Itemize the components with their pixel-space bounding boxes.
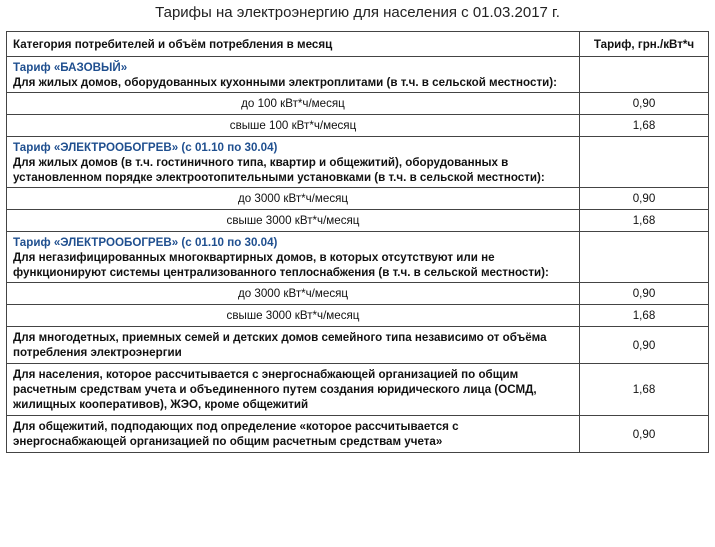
empty-cell (580, 232, 709, 283)
table-row (7, 188, 709, 210)
table-row (7, 305, 709, 327)
table-row (7, 210, 709, 232)
special-category-label: Для многодетных, приемных семей и детских домов семейного типа независимо от объёма потребления электроэнергии (7, 327, 580, 364)
tariff-description: Для жилых домов (в т.ч. гостиничного типа, квартир и общежитий), оборудованных в установленном порядке электроотопительными установками (в т.ч. в сельской местности): (13, 156, 545, 184)
tariff-group-row (7, 137, 709, 188)
table-row (7, 283, 709, 305)
tariff-name: Тариф «ЭЛЕКТРООБОГРЕВ» (с 01.10 по 30.04) (13, 236, 278, 249)
tariff-group-cell (7, 137, 580, 188)
tariff-group-row (7, 57, 709, 93)
tariff-value: 0,90 (580, 283, 709, 305)
consumption-label: до 3000 кВт*ч/месяц (7, 283, 580, 305)
table-row (7, 416, 709, 453)
consumption-label: свыше 3000 кВт*ч/месяц (7, 210, 580, 232)
tariff-table (6, 31, 709, 453)
table-row (7, 327, 709, 364)
special-category-label: Для общежитий, подподающих под определение «которое рассчитывается с энергоснабжающей организацией по общим расчетным средствам учета» (7, 416, 580, 453)
tariff-group-row (7, 232, 709, 283)
table-row (7, 364, 709, 416)
tariff-description: Для негазифицированных многоквартирных домов, в которых отсутствуют или не функционируют системы централизованного теплоснабжения (в т.ч. в сельской местности): (13, 251, 549, 279)
tariff-value: 0,90 (580, 416, 709, 453)
tariff-group-cell (7, 232, 580, 283)
tariff-name: Тариф «ЭЛЕКТРООБОГРЕВ» (с 01.10 по 30.04) (13, 141, 278, 154)
tariff-value: 1,68 (580, 115, 709, 137)
table-row (7, 93, 709, 115)
page-title: Тарифы на электроэнергию для населения с 01.03.2017 г. (155, 4, 560, 21)
tariff-value: 1,68 (580, 210, 709, 232)
table-row (7, 115, 709, 137)
special-category-label: Для населения, которое рассчитывается с энергоснабжающей организацией по общим расчетным средствам учета и объединенного путем создания юридического лица (ОСМД, жилищных кооперативов), ЖЭО, кроме общежитий (7, 364, 580, 416)
tariff-description: Для жилых домов, оборудованных кухонными электроплитами (в т.ч. в сельской местности): (13, 76, 557, 89)
consumption-label: свыше 100 кВт*ч/месяц (7, 115, 580, 137)
header-category: Категория потребителей и объём потребления в месяц (7, 32, 580, 57)
header-tariff: Тариф, грн./кВт*ч (580, 32, 709, 57)
consumption-label: свыше 3000 кВт*ч/месяц (7, 305, 580, 327)
table-header-row (7, 32, 709, 57)
tariff-value: 0,90 (580, 93, 709, 115)
empty-cell (580, 137, 709, 188)
tariff-value: 1,68 (580, 305, 709, 327)
tariff-value: 0,90 (580, 327, 709, 364)
tariff-group-cell (7, 57, 580, 93)
tariff-value: 0,90 (580, 188, 709, 210)
tariff-name: Тариф «БАЗОВЫЙ» (13, 61, 128, 74)
empty-cell (580, 57, 709, 93)
consumption-label: до 100 кВт*ч/месяц (7, 93, 580, 115)
consumption-label: до 3000 кВт*ч/месяц (7, 188, 580, 210)
tariff-value: 1,68 (580, 364, 709, 416)
